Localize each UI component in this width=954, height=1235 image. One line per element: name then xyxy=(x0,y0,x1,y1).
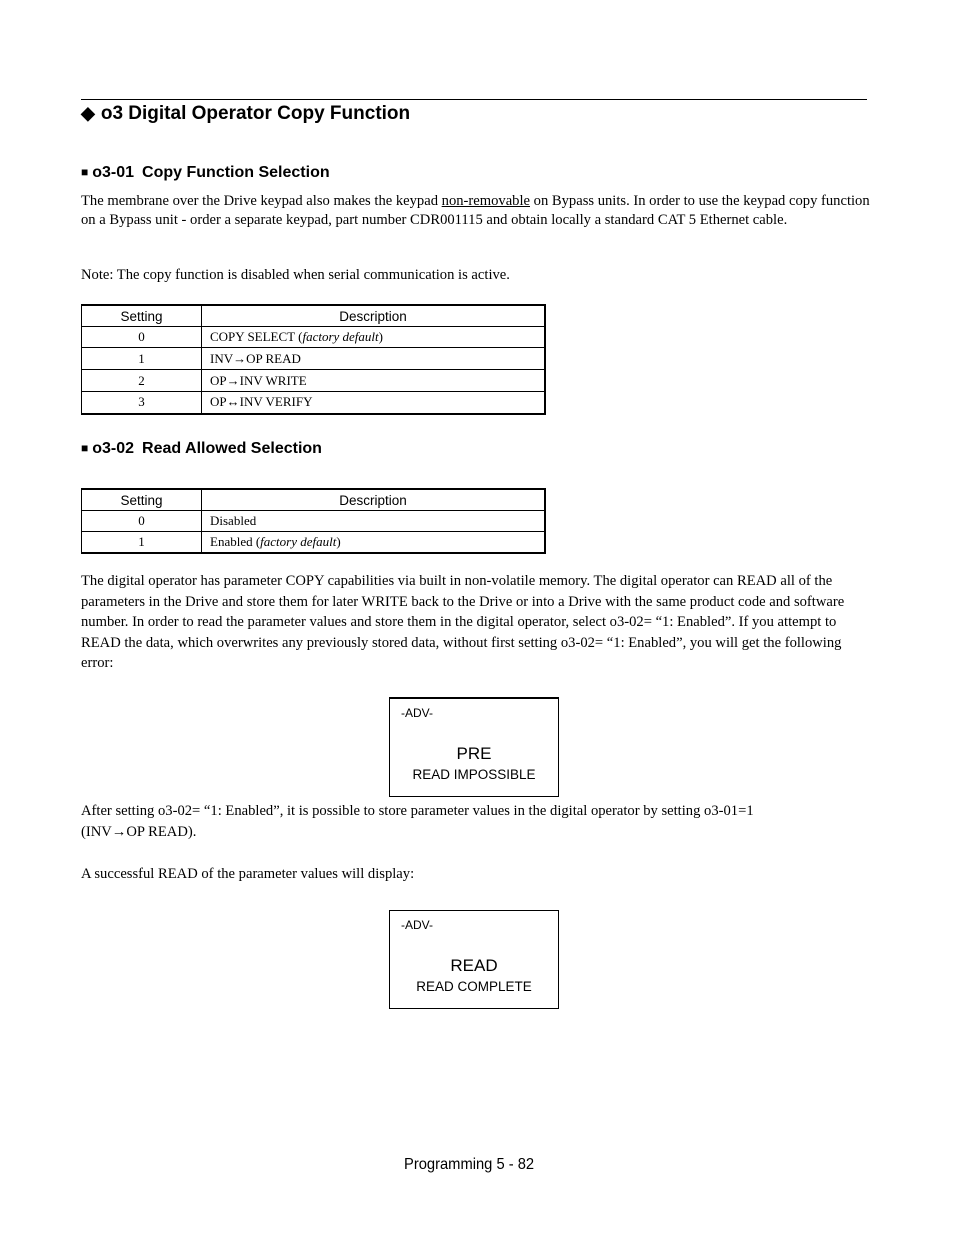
header-rule xyxy=(81,99,867,100)
setting-header: Setting xyxy=(82,305,202,327)
description-header: Description xyxy=(202,489,546,511)
operator-display-success xyxy=(389,910,559,1009)
param-o3-01-heading: ■ o3-01 Copy Function Selection xyxy=(81,164,330,181)
param-o3-02-heading: ■ o3-02 Read Allowed Selection xyxy=(81,440,322,457)
display-main: READ xyxy=(450,956,498,975)
square-bullet-icon: ■ xyxy=(81,441,89,455)
setting-header: Setting xyxy=(82,489,202,511)
display-mode: -ADV- xyxy=(401,706,434,720)
section-title: ◆ o3 Digital Operator Copy Function xyxy=(81,103,411,124)
square-bullet-icon: ■ xyxy=(81,165,89,179)
table-header-row xyxy=(82,305,546,327)
copy-description: The digital operator has parameter COPY capabilities via built in non-volatile memory. The digital operator can READ all of the parameters in the Drive and store them for later WRITE back to the Drive or into a Drive with the same product code and software number. In order to read the parameter values and store them in the digital operator, select o3-02= “1: Enabled”. If you attempt to READ the data, which overwrites any previously stored data, without first setting o3-02= “1: Enabled”, you will get the following error: xyxy=(81,573,845,671)
copy-note: Note: The copy function is disabled when serial communication is active. xyxy=(81,267,510,283)
display-main: PRE xyxy=(456,744,492,763)
o3-02-settings-table xyxy=(81,488,546,554)
table-row: 0 Disabled xyxy=(82,511,546,532)
o3-01-settings-table xyxy=(81,304,546,415)
description-header: Description xyxy=(202,305,546,327)
table-row: 3 OP↔INV VERIFY xyxy=(82,392,546,414)
o3-01-intro: The membrane over the Drive keypad also makes the keypad non-removable on Bypass units. In order to use the keypad copy function on a Bypass unit - order a separate keypad, part number CDR001115 and obtain locally a standard CAT 5 Ethernet cable. xyxy=(81,193,870,228)
page-footer: Programming 5 - 82 xyxy=(404,1156,535,1173)
diamond-icon: ◆ xyxy=(81,103,95,123)
table-row: 1 INV→OP READ xyxy=(82,348,546,370)
table-row: 2 OP→INV WRITE xyxy=(82,370,546,392)
table-header-row xyxy=(82,489,546,511)
display-sub: READ COMPLETE xyxy=(416,979,532,994)
table-row: 0 COPY SELECT (factory default) xyxy=(82,327,546,348)
table-row: 1 Enabled (factory default) xyxy=(82,532,546,554)
display-mode: -ADV- xyxy=(401,918,434,932)
operator-display-error xyxy=(389,697,559,797)
success-text: A successful READ of the parameter values will display: xyxy=(81,866,415,882)
display-sub: READ IMPOSSIBLE xyxy=(412,767,536,782)
after-setting-text: After setting o3-02= “1: Enabled”, it is possible to store parameter values in the digital operator by setting o3-01=1 (INV→OP READ). xyxy=(81,803,754,840)
